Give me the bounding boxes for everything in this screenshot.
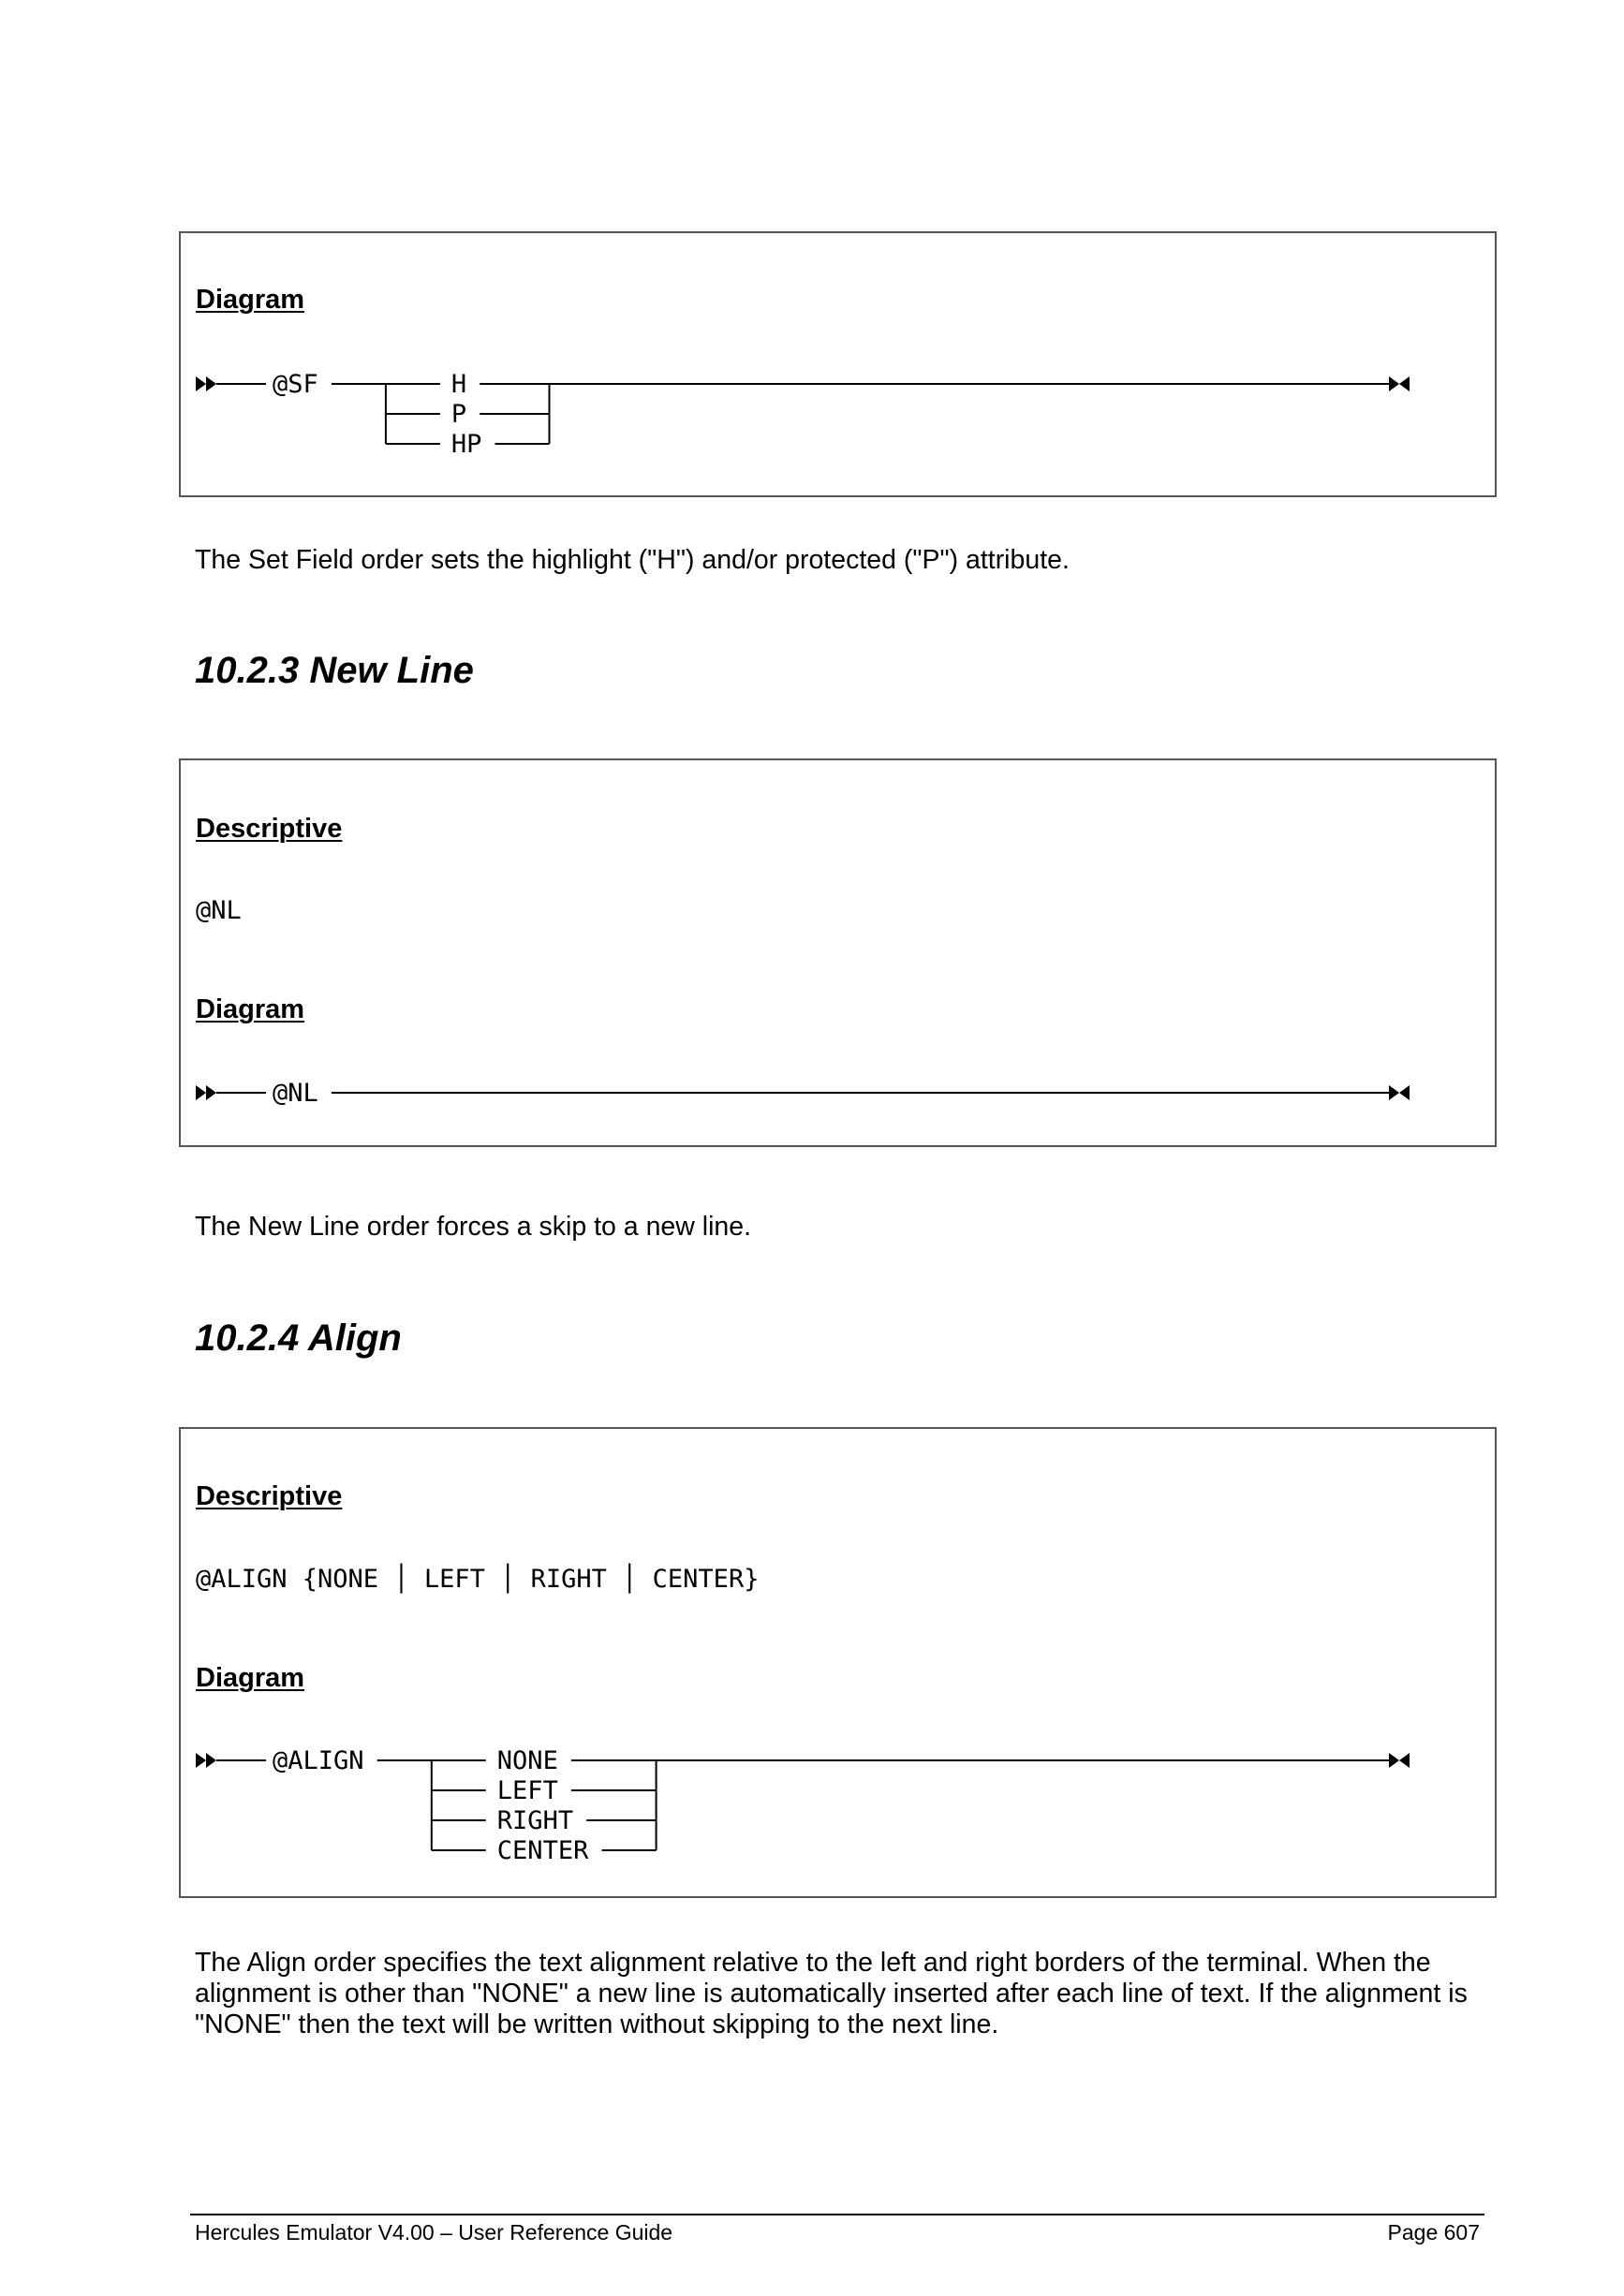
diagram-keyword: @SF (273, 370, 318, 399)
diagram-label: Diagram (196, 285, 305, 315)
align-syntax: @ALIGN {NONE │ LEFT │ RIGHT │ CENTER} (196, 1565, 760, 1594)
diagram-option: P (450, 400, 467, 429)
nl-description: The New Line order forces a skip to a new line. (195, 1212, 752, 1242)
section-heading-new-line: 10.2.3 New Line (195, 650, 474, 691)
diagram-keyword: @NL (273, 1079, 318, 1108)
sf-syntax-box (179, 231, 1497, 497)
section-heading-align: 10.2.4 Align (195, 1317, 402, 1359)
start-arrow-icon (196, 1753, 216, 1768)
footer-divider (190, 2214, 1484, 2215)
footer-title: Hercules Emulator V4.00 – User Reference Guide (195, 2220, 673, 2244)
diagram-keyword: @ALIGN (273, 1746, 364, 1775)
end-arrow-icon (1389, 376, 1410, 391)
diagram-option: HP (450, 430, 482, 459)
diagram-option: H (450, 370, 467, 399)
diagram-option: RIGHT (496, 1806, 574, 1835)
align-syntax-box (179, 1427, 1497, 1898)
diagram-option: NONE (496, 1746, 558, 1775)
diagram-option: CENTER (496, 1836, 589, 1865)
diagram-label: Diagram (196, 994, 305, 1024)
sf-description: The Set Field order sets the highlight ("H") and/or protected ("P") attribute. (195, 545, 1070, 575)
descriptive-label: Descriptive (196, 814, 343, 844)
nl-syntax: @NL (196, 896, 242, 925)
align-railroad-diagram (181, 1429, 1499, 1900)
start-arrow-icon (196, 1085, 216, 1100)
nl-syntax-box (179, 758, 1497, 1147)
end-arrow-icon (1389, 1753, 1410, 1768)
align-description: The Align order specifies the text alignment relative to the left and right borders of the terminal. When the alignment is other than "NONE" a new line is automatically inserted after each line of text. If the alignment is "NONE" then the text will be written without skipping to the next line. (195, 1948, 1468, 2039)
diagram-option: LEFT (496, 1776, 558, 1805)
diagram-label: Diagram (196, 1663, 305, 1693)
nl-railroad-diagram (181, 760, 1499, 1149)
end-arrow-icon (1389, 1085, 1410, 1100)
sf-railroad-diagram (181, 233, 1499, 499)
descriptive-label: Descriptive (196, 1481, 343, 1511)
start-arrow-icon (196, 376, 216, 391)
footer-page-number: Page 607 (1387, 2220, 1480, 2244)
